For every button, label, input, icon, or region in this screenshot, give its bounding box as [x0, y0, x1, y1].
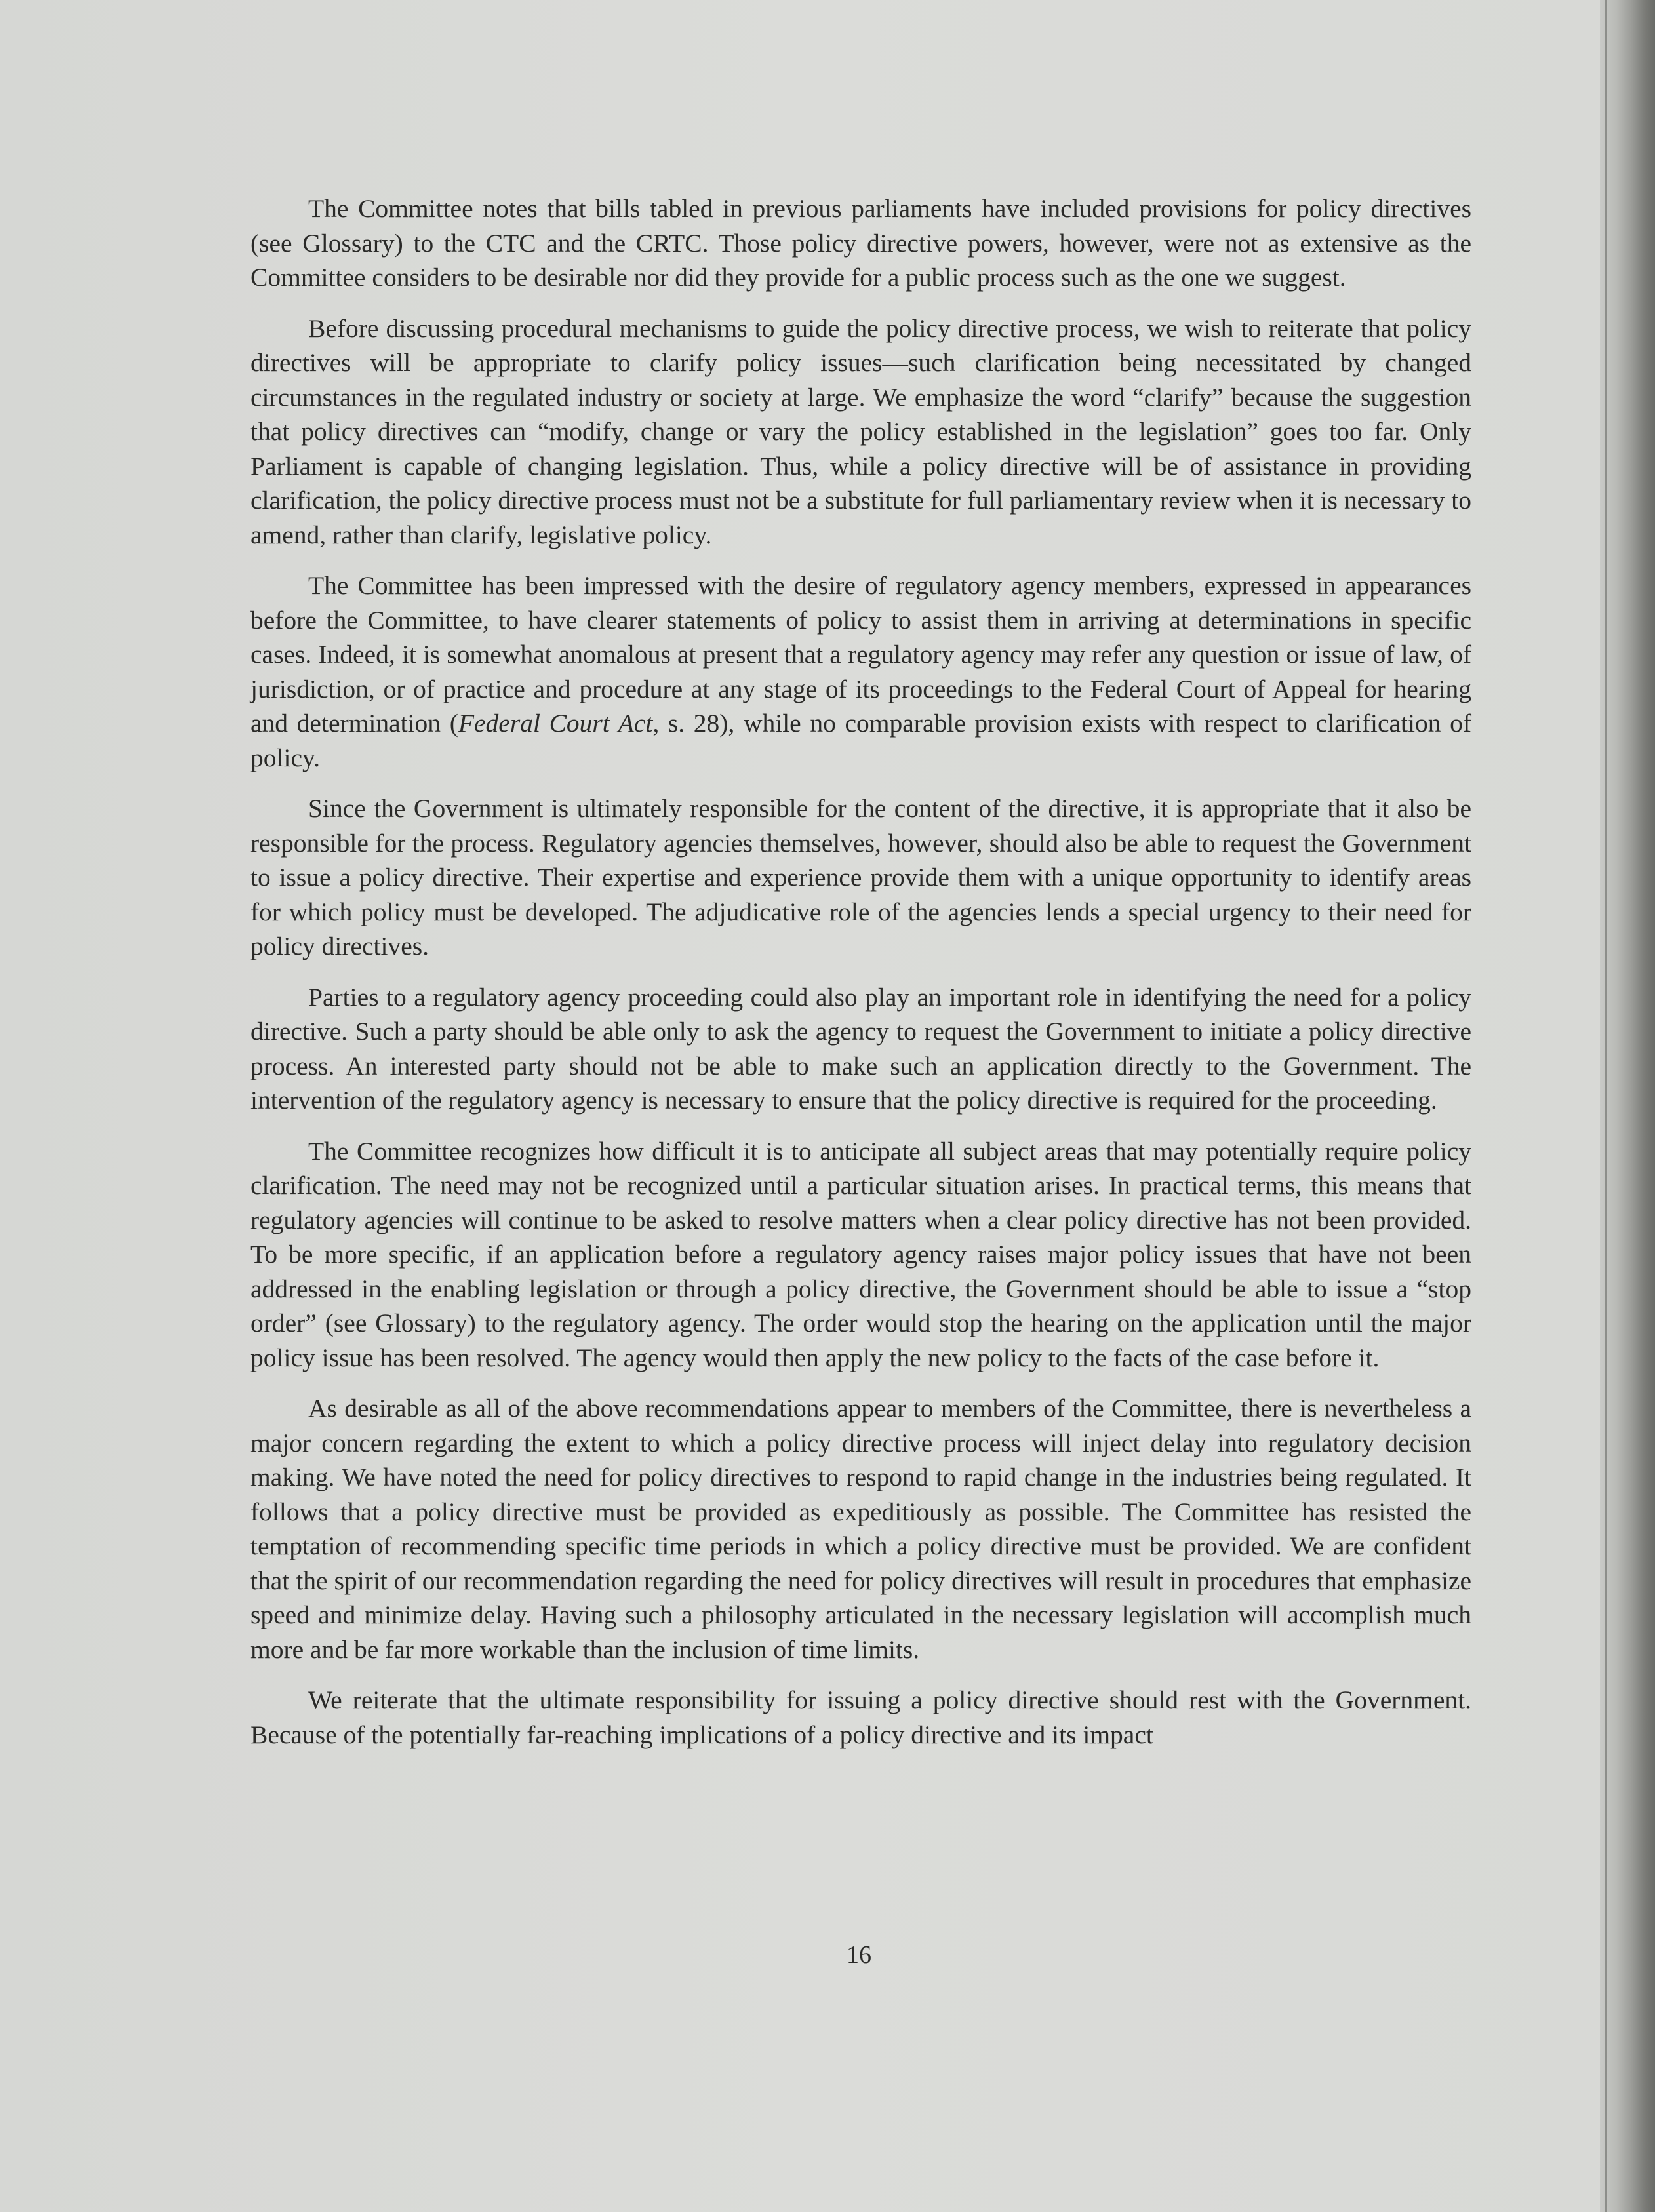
paragraph-bills-tabled: The Committee notes that bills tabled in previous parliaments have included provisions for policy directives (see Glossary) to the CTC and the CRTC. Those policy directive powers, however, were not as extensive as the Committee considers to be desirable nor did they provide for a public process such as the one we suggest. [250, 194, 1471, 292]
paragraph-text-after-citation: , s. 28), while no comparable provision exists with respect to clarification of policy. [250, 709, 1472, 772]
paragraph-parties-to-proceeding: Parties to a regulatory agency proceeding could also play an important role in identifying the need for a policy directive. Such a party should be able only to ask the agency to request the Government to initiate a policy directive process. An interested party should not be able to make such an application directly to the Government. The intervention of the regulatory agency is necessary to ensure that the policy directive is required for the proceeding. [250, 982, 1471, 1115]
page-binding-shadow [1600, 0, 1655, 2212]
paragraph-ultimate-responsibility: We reiterate that the ultimate responsibility for issuing a policy directive should rest with the Government. Because of the potentially far-reaching implications of a policy directive and its impact [250, 1686, 1471, 1749]
page-number: 16 [847, 1941, 871, 1969]
body-text [250, 191, 1471, 1752]
paragraph-text-before-citation: The Committee has been impressed with the desire of regulatory agency members, expressed in appearances before the Committee, to have clearer statements of policy to assist them in arriving at determinations in specific cases. Indeed, it is somewhat anomalous at present that a regulatory agency may refer any question or issue of law, of jurisdiction, or of practice and procedure at any stage of its proceedings to the Federal Court of Appeal for hearing and determination ( [250, 571, 1471, 738]
paragraph-stop-order: The Committee recognizes how difficult it is to anticipate all subject areas that may potentially require policy clarification. The need may not be recognized until a particular situation arises. In practical terms, this means that regulatory agencies will continue to be asked to resolve matters when a clear policy directive has not been provided. To be more specific, if an application before a regulatory agency raises major policy issues that have not been addressed in the enabling legislation or through a policy directive, the Government should be able to issue a “stop order” (see Glossary) to the regulatory agency. The order would stop the hearing on the application until the major policy issue has been resolved. The agency would then apply the new policy to the facts of the case before it. [250, 1136, 1471, 1372]
paragraph-regulatory-agency-members [250, 568, 1471, 775]
paragraph-delay-concern: As desirable as all of the above recommendations appear to members of the Committee, there is nevertheless a major concern regarding the extent to which a policy directive process will inject delay into regulatory decision making. We have noted the need for policy directives to respond to rapid change in the industries being regulated. It follows that a policy directive must be provided as expeditiously as possible. The Committee has resisted the temptation of recommending specific time periods in which a policy directive must be provided. We are confident that the spirit of our recommendation regarding the need for policy directives will result in procedures that emphasize speed and minimize delay. Having such a philosophy articulated in the necessary legislation will accomplish much more and be far more workable than the inclusion of time limits. [250, 1394, 1471, 1664]
citation-federal-court-act: Federal Court Act [458, 709, 653, 738]
paragraph-procedural-mechanisms: Before discussing procedural mechanisms to guide the policy directive process, we wish to reiterate that policy directives will be appropriate to clarify policy issues—such clarification being necessitated by changed circumstances in the regulated industry or society at large. We emphasize the word “clarify” because the suggestion that policy directives can “modify, change or vary the policy established in the legislation” goes too far. Only Parliament is capable of changing legislation. Thus, while a policy directive will be of assistance in providing clarification, the policy directive process must not be a substitute for full parliamentary review when it is necessary to amend, rather than clarify, legislative policy. [250, 313, 1471, 549]
paragraph-government-responsibility: Since the Government is ultimately responsible for the content of the directive, it is appropriate that it also be responsible for the process. Regulatory agencies themselves, however, should also be able to request the Government to issue a policy directive. Their expertise and experience provide them with a unique opportunity to identify areas for which policy must be developed. The adjudicative role of the agencies lends a special urgency to their need for policy directives. [250, 794, 1471, 960]
page-edge-line [1605, 0, 1607, 2212]
